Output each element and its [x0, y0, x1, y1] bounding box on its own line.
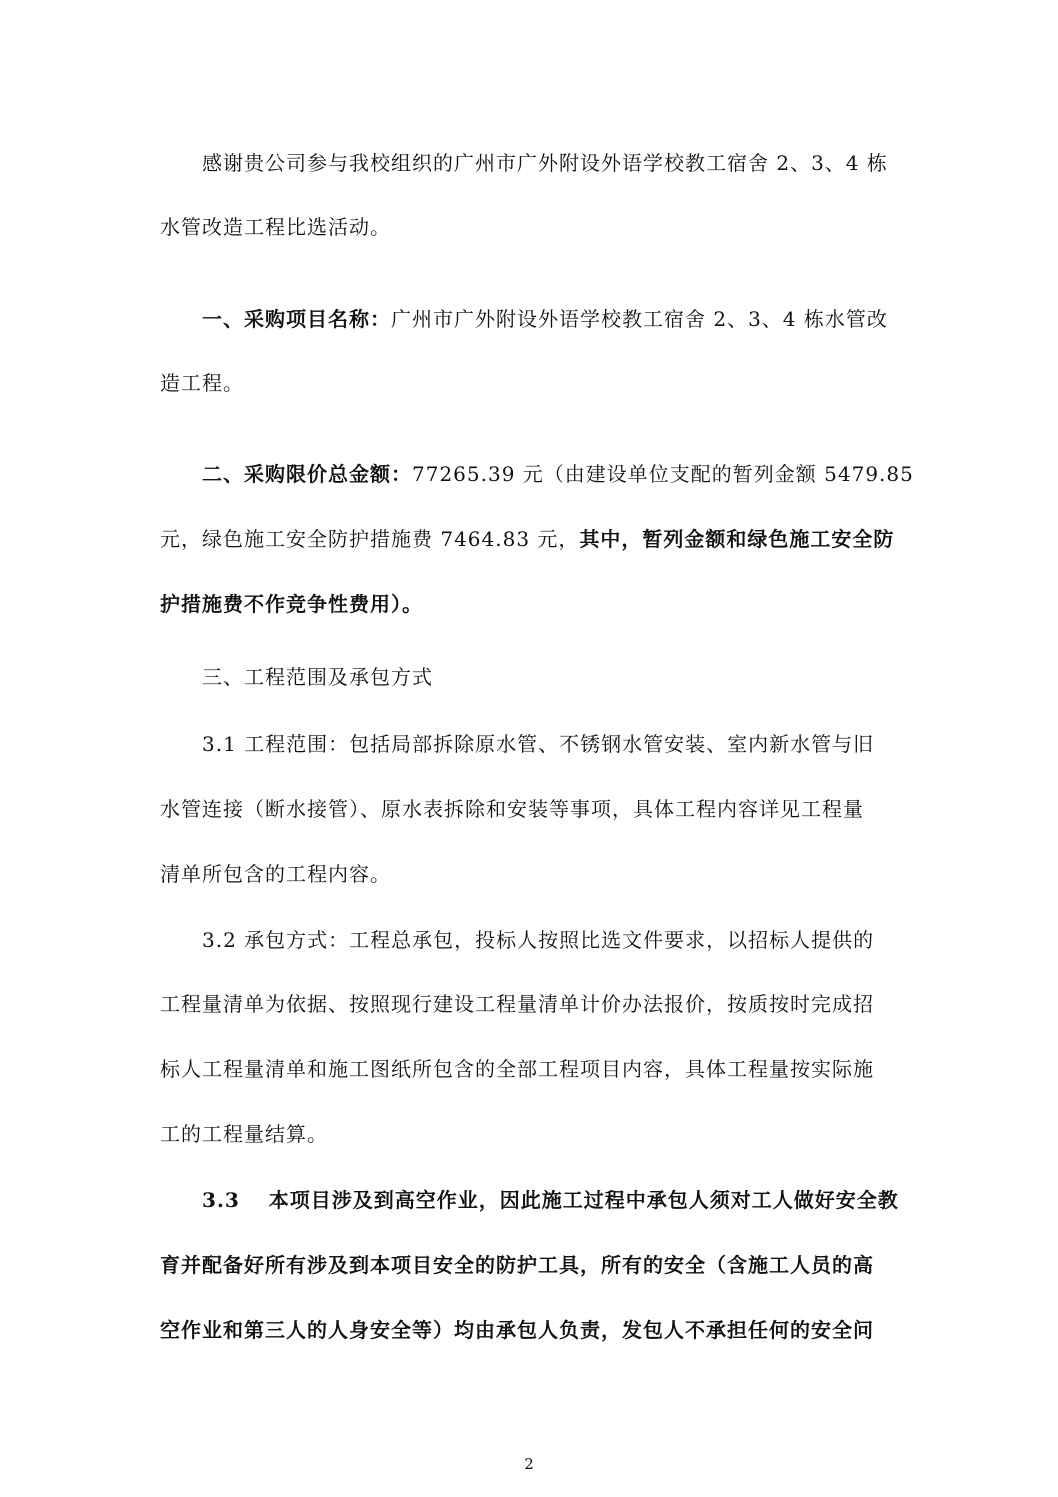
section-1-text: 广州市广外附设外语学校教工宿舍 2、3、4 栋水管改: [391, 307, 888, 331]
para-3-1-line-2: 水管连接（断水接管）、原水表拆除和安装等事项，具体工程内容详见工程量: [160, 797, 864, 821]
para-3-2-line-4: 工的工程量结算。: [160, 1122, 328, 1146]
para-3-3-line-1: [202, 1187, 899, 1213]
section-2-label: 二、采购限价总金额：: [202, 462, 412, 486]
section-2-text: 77265.39 元（由建设单位支配的暂列金额 5479.85: [412, 462, 914, 486]
para-3-3-text-3: 空作业和第三人的人身安全等）均由承包人负责，发包人不承担任何的安全问: [160, 1318, 874, 1342]
section-2-text-3: 护措施费不作竞争性费用）。: [160, 592, 423, 616]
para-3-2-line-3: 标人工程量清单和施工图纸所包含的全部工程项目内容，具体工程量按实际施: [160, 1057, 874, 1081]
para-3-3-line-2: [160, 1252, 874, 1278]
intro-line-2: 水管改造工程比选活动。: [160, 215, 391, 239]
section-2-line-1: [202, 461, 914, 487]
section-3-heading: 三、工程范围及承包方式: [202, 665, 433, 689]
section-2-text-2b: 其中，暂列金额和绿色施工安全防: [579, 527, 895, 551]
section-1-line-1: [202, 306, 888, 332]
section-1-label: 一、采购项目名称：: [202, 307, 391, 331]
para-3-1-line-1: 3.1 工程范围：包括局部拆除原水管、不锈钢水管安装、室内新水管与旧: [202, 732, 875, 756]
para-3-3-line-3: [160, 1317, 874, 1343]
para-3-3-text-2: 育并配备好所有涉及到本项目安全的防护工具，所有的安全（含施工人员的高: [160, 1253, 874, 1277]
para-3-2-line-1: 3.2 承包方式：工程总承包，投标人按照比选文件要求，以招标人提供的: [202, 928, 875, 952]
section-2-line-3: [160, 591, 423, 617]
para-3-1-line-3: 清单所包含的工程内容。: [160, 862, 391, 886]
para-3-2-line-2: 工程量清单为依据、按照现行建设工程量清单计价办法报价，按质按时完成招: [160, 992, 874, 1016]
page-number: 2: [524, 1455, 534, 1473]
section-1-line-2: 造工程。: [160, 371, 244, 395]
section-2-text-2a: 元，绿色施工安全防护措施费 7464.83 元，: [160, 527, 580, 551]
section-2-line-2: [160, 526, 894, 552]
para-3-3-text-1: 3.3 本项目涉及到高空作业，因此施工过程中承包人须对工人做好安全教: [202, 1188, 899, 1212]
intro-line-1: 感谢贵公司参与我校组织的广州市广外附设外语学校教工宿舍 2、3、4 栋: [202, 151, 888, 175]
